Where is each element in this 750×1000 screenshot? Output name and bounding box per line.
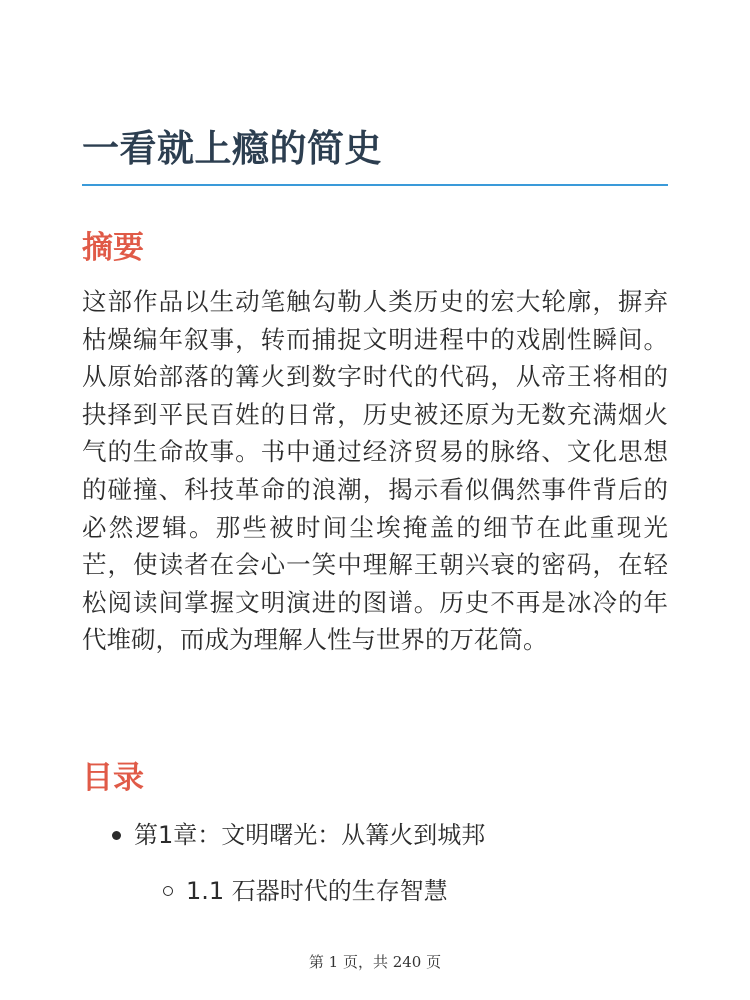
toc-item-label: 第1章：文明曙光：从篝火到城邦 [134,821,486,849]
toc-item-section-1-1[interactable] [82,872,668,910]
toc-item-chapter-1[interactable] [82,816,668,854]
bullet-circle-icon [163,886,173,896]
toc-list [82,816,668,910]
document-title: 一看就上瘾的简史 [82,127,382,170]
page-number-footer: 第 1 页，共 240 页 [308,953,442,971]
title-divider [82,184,668,186]
toc-heading: 目录 [82,760,144,796]
abstract-heading: 摘要 [82,230,144,266]
toc-item-label: 1.1 石器时代的生存智慧 [186,877,448,905]
bullet-disc-icon [112,831,121,840]
abstract-paragraph: 这部作品以生动笔触勾勒人类历史的宏大轮廓，摒弃枯燥编年叙事，转而捕捉文明进程中的戏剧性瞬间。从原始部落的篝火到数字时代的代码，从帝王将相的抉择到平民百姓的日常，历史被还原为无数充满烟火气的生命故事。书中通过经济贸易的脉络、文化思想的碰撞、科技革命的浪潮，揭示看似偶然事件背后的必然逻辑。那些被时间尘埃掩盖的细节在此重现光芒，使读者在会心一笑中理解王朝兴衰的密码，在轻松阅读间掌握文明演进的图谱。历史不再是冰冷的年代堆砌，而成为理解人性与世界的万花筒。 [82,287,668,655]
